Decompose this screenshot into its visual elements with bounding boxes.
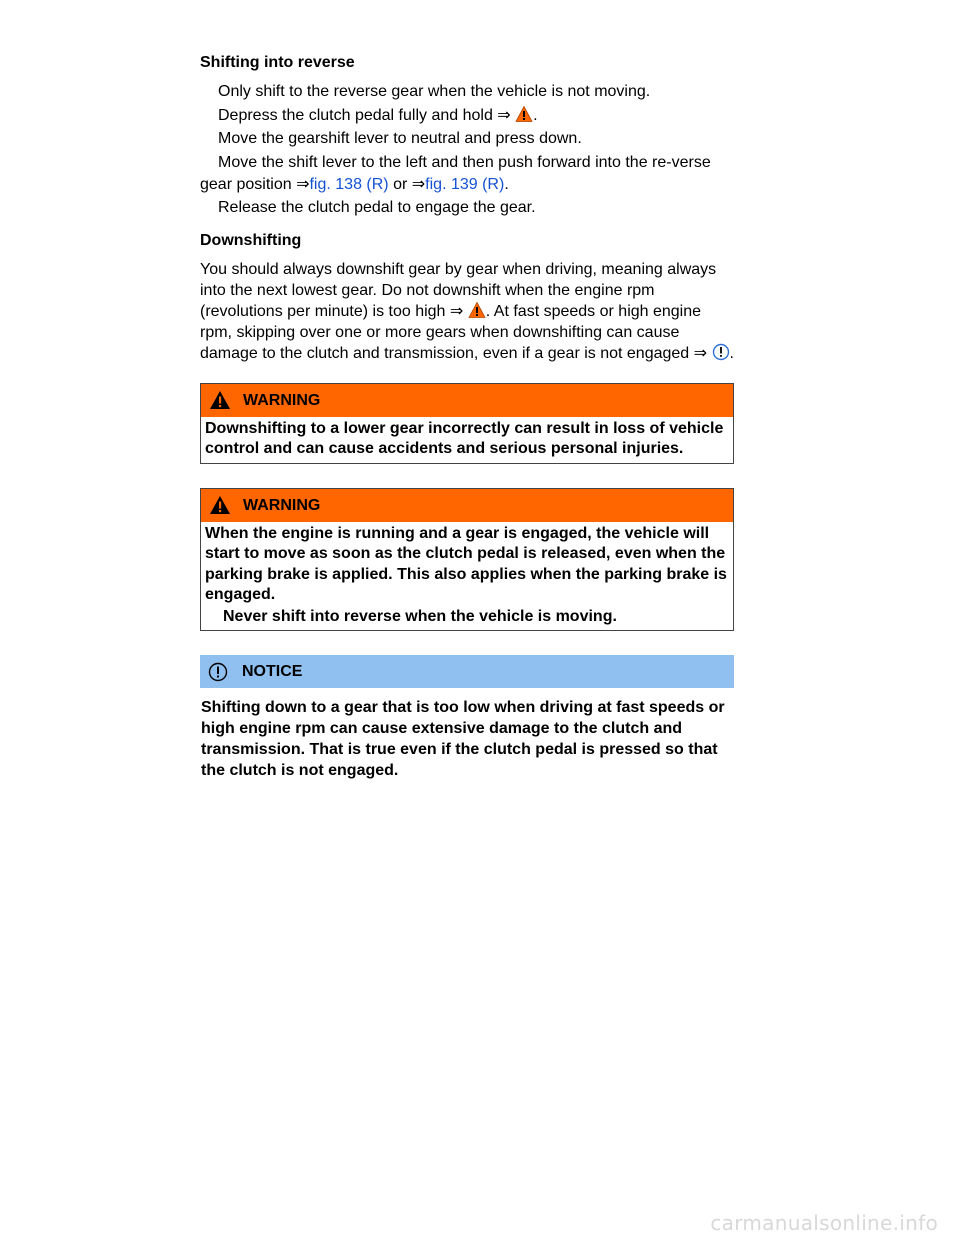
warning-header xyxy=(201,489,733,522)
warning-header xyxy=(201,384,733,417)
step-no-moving: Only shift to the reverse gear when the vehicle is not moving. xyxy=(218,83,651,100)
notice-box xyxy=(200,655,734,781)
period: . xyxy=(485,302,491,320)
warning-triangle-icon[interactable] xyxy=(468,301,486,319)
warning-triangle-icon[interactable] xyxy=(515,105,533,123)
fig-138-link[interactable]: fig. 138 (R) xyxy=(309,175,389,193)
warning-text: When the engine is running and a gear is engaged, the vehicle will start to move as soon as the clutch pedal is released, even when the parking brake is applied. This also applies when the parking brake is engaged. xyxy=(205,524,727,603)
step-release-clutch: Release the clutch pedal to engage the gear. xyxy=(218,199,536,216)
step-shift-left-forward-text: Move the shift lever to the left and then push forward into the re-verse gear position xyxy=(200,153,711,193)
downshifting-text-part1: You should always downshift gear by gear when driving, meaning always into the next lowest gear. Do not downshift when the engine rpm (revolutions per minute) is too high xyxy=(200,260,717,320)
watermark: carmanualsonline.info xyxy=(710,1211,938,1235)
period: . xyxy=(729,344,734,362)
downshifting-paragraph xyxy=(200,259,734,364)
section-heading-shifting-reverse: Shifting into reverse xyxy=(200,54,355,71)
arrow-symbol: ⇒ xyxy=(497,106,511,124)
arrow-symbol: ⇒ xyxy=(296,175,310,193)
notice-exclamation-icon[interactable] xyxy=(712,343,730,361)
notice-text: Shifting down to a gear that is too low when driving at fast speeds or high engine rpm can cause extensive damage to the clutch and transmission. That is true even if the clutch pedal is pressed so that the clutch is not engaged. xyxy=(201,699,725,779)
period: . xyxy=(504,175,509,193)
section-heading-downshifting: Downshifting xyxy=(200,231,302,249)
warning-label: WARNING xyxy=(243,496,321,514)
warning-text: Downshifting to a lower gear incorrectly can result in loss of vehicle control and can cause accidents and serious personal injuries. xyxy=(205,419,724,457)
arrow-symbol: ⇒ xyxy=(693,344,708,362)
or-text: or xyxy=(393,175,408,193)
warning-triangle-icon xyxy=(209,390,231,410)
notice-exclamation-icon xyxy=(208,662,230,682)
fig-139-link[interactable]: fig. 139 (R) xyxy=(425,175,505,193)
warning-box-engine-running xyxy=(200,488,734,632)
step-shift-left-forward xyxy=(200,152,734,196)
period: . xyxy=(533,106,538,124)
step-depress-clutch-text: Depress the clutch pedal fully and hold xyxy=(218,106,493,124)
warning-bullet: Never shift into reverse when the vehicle is moving. xyxy=(223,607,617,625)
warning-box-downshifting xyxy=(200,383,734,464)
arrow-symbol: ⇒ xyxy=(449,302,464,320)
warning-label: WARNING xyxy=(243,391,321,409)
manual-page-content xyxy=(200,52,734,781)
warning-triangle-icon xyxy=(209,495,231,515)
arrow-symbol: ⇒ xyxy=(411,175,426,193)
notice-header xyxy=(200,655,734,688)
step-gearshift-neutral: Move the gearshift lever to neutral and press down. xyxy=(218,130,582,147)
notice-label: NOTICE xyxy=(242,663,303,680)
warning-body xyxy=(201,522,733,631)
downshifting-text-part2: At fast speeds or high engine rpm, skipping over one or more gears when downshifting can cause damage to the clutch and transmission, even if a gear is not engaged xyxy=(200,302,702,362)
step-depress-clutch xyxy=(200,105,734,127)
